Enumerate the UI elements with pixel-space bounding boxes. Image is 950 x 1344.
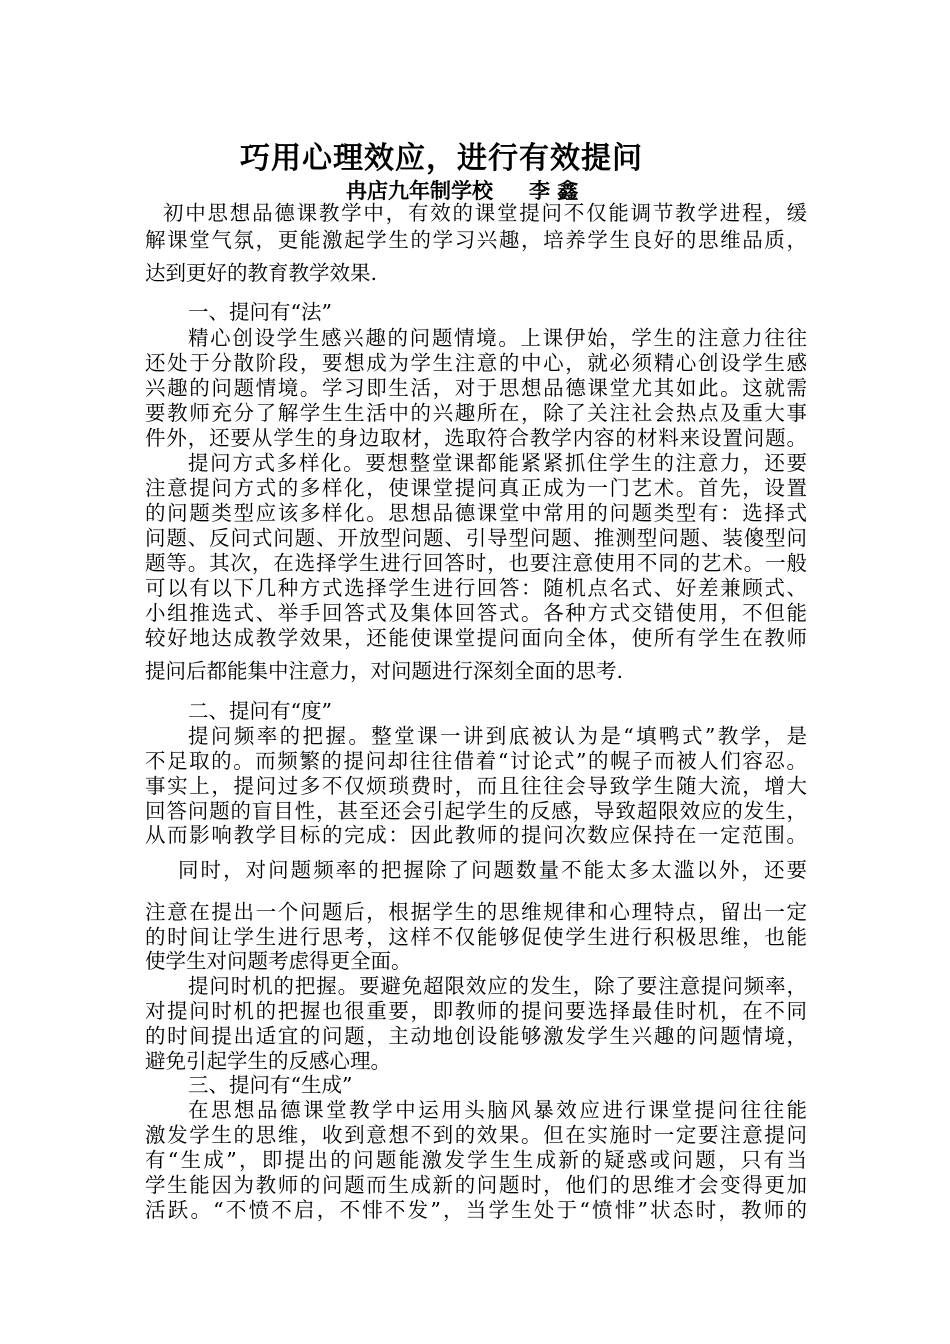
paragraph-line: 在思想品德课堂教学中运用头脑风暴效应进行课堂提问往往能 <box>188 1098 807 1122</box>
school-name: 冉店九年制学校 <box>346 179 493 203</box>
paragraph-line: 提问频率的把握。整堂课一讲到底被认为是“填鸭式”教学，是 <box>188 724 807 748</box>
paragraph-line: 的时间提出适宜的问题，主动地创设能够激发学生兴趣的问题情境， <box>145 1024 807 1048</box>
paragraph-line: 精心创设学生感兴趣的问题情境。上课伊始，学生的注意力往往 <box>188 326 807 350</box>
section-heading: 二、提问有“度” <box>188 699 332 723</box>
paragraph-line: 使学生对问题考虑得更全面。 <box>145 949 412 973</box>
paragraph-line: 事实上，提问过多不仅烦琐费时，而且往往会导致学生随大流，增大 <box>145 774 807 798</box>
paragraph-line: 学生能因为教师的问题而生成新的问题时，他们的思维才会变得更加 <box>145 1173 807 1197</box>
paragraph-line: 小组推选式、举手回答式及集体回答式。各种方式交错使用，不但能 <box>145 601 807 625</box>
paragraph-line: 的时间让学生进行思考，这样不仅能够促使学生进行积极思维，也能 <box>145 925 807 949</box>
paragraph-line: 解课堂气氛，更能激起学生的学习兴趣，培养学生良好的思维品质， <box>145 228 807 252</box>
paragraph-line: 的问题类型应该多样化。思想品德课堂中常用的问题类型有：选择式 <box>145 501 807 525</box>
paragraph-line: 初中思想品德课教学中，有效的课堂提问不仅能调节教学进程，缓 <box>163 201 807 225</box>
paragraph-line: 注意提问方式的多样化，使课堂提问真正成为一门艺术。首先，设置 <box>145 476 807 500</box>
paragraph-line: 提问后都能集中注意力，对问题进行深刻全面的思考. <box>145 659 624 683</box>
paragraph-line: 达到更好的教育教学效果. <box>145 261 378 285</box>
paragraph-line: 从而影响教学目标的完成：因此教师的提问次数应保持在一定范围。 <box>145 823 807 847</box>
paragraph-line: 提问时机的把握。要避免超限效应的发生，除了要注意提问频率， <box>188 974 807 998</box>
paragraph-line: 不足取的。而频繁的提问却往往借着“讨论式”的幌子而被人们容忍。 <box>145 749 807 773</box>
paragraph-line: 避免引起学生的反感心理。 <box>145 1049 391 1073</box>
paragraph-line: 较好地达成教学效果，还能使课堂提问面向全体，使所有学生在教师 <box>145 626 807 650</box>
paragraph-line: 要教师充分了解学生生活中的兴趣所在，除了关注社会热点及重大事 <box>145 401 807 425</box>
section-heading: 三、提问有“生成” <box>188 1073 353 1097</box>
paragraph-line: 问题、反问式问题、开放型问题、引导型问题、推测型问题、装傻型问 <box>145 526 807 550</box>
paragraph-line: 兴趣的问题情境。学习即生活，对于思想品德课堂尤其如此。这就需 <box>145 376 807 400</box>
paragraph-line: 对提问时机的把握也很重要，即教师的提问要选择最佳时机，在不同 <box>145 999 807 1023</box>
paragraph-line: 提问方式多样化。要想整堂课都能紧紧抓住学生的注意力，还要 <box>188 451 807 475</box>
paragraph-line: 活跃。“不愤不启，不悱不发”，当学生处于“愤悱”状态时，教师的 <box>145 1198 807 1222</box>
paragraph-line: 激发学生的思维，收到意想不到的效果。但在实施时一定要注意提问 <box>145 1123 807 1147</box>
paragraph-line: 同时，对问题频率的把握除了问题数量不能太多太滥以外，还要 <box>178 858 807 882</box>
section-heading: 一、提问有“法” <box>188 300 332 324</box>
author-name: 李 鑫 <box>529 179 579 203</box>
paragraph-line: 注意在提出一个问题后，根据学生的思维规律和心理特点，留出一定 <box>145 900 807 924</box>
document-title: 巧用心理效应，进行有效提问 <box>240 141 643 176</box>
paragraph-line: 还处于分散阶段，要想成为学生注意的中心，就必须精心创设学生感 <box>145 351 807 375</box>
paragraph-line: 回答问题的盲目性，甚至还会引起学生的反感，导致超限效应的发生， <box>145 799 807 823</box>
paragraph-line: 题等。其次，在选择学生进行回答时，也要注意使用不同的艺术。一般 <box>145 551 807 575</box>
paragraph-line: 有“生成”，即提出的问题能激发学生生成新的疑惑或问题，只有当 <box>145 1148 807 1172</box>
paragraph-line: 可以有以下几种方式选择学生进行回答：随机点名式、好差兼顾式、 <box>145 576 807 600</box>
paragraph-line: 件外，还要从学生的身边取材，选取符合教学内容的材料来设置问题。 <box>145 426 807 450</box>
